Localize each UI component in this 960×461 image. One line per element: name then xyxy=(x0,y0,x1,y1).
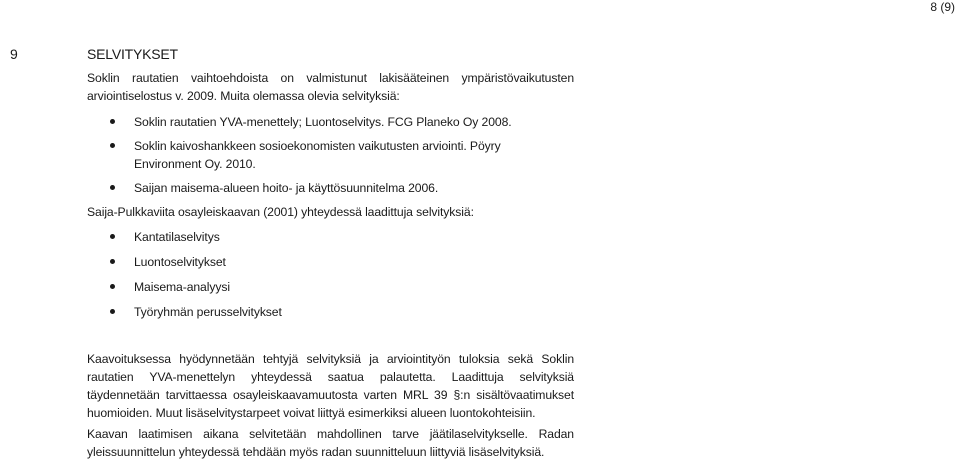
usage-line: rautatien YVA-menettelyn yhteydessä saatua palautetta. Laadittuja selvityksiä xyxy=(87,370,574,384)
section-title: SELVITYKSET xyxy=(87,46,178,62)
usage-line: huomioiden. Muut lisäselvitystarpeet voivat liittyä esimerkiksi alueen luontokohteisiin. xyxy=(87,406,536,420)
intro-line: Soklin rautatien vaihtoehdoista on valmistunut lakisääteinen ympäristövaikutusten xyxy=(87,71,574,85)
list-item-text: Soklin rautatien YVA-menettely; Luontoselvitys. FCG Planeko Oy 2008. xyxy=(134,115,512,129)
section-number: 9 xyxy=(10,46,18,62)
bullet-icon xyxy=(110,234,115,239)
intro-paragraph xyxy=(87,69,574,105)
usage-line: täydennetään tarvittaessa osayleiskaavamuutosta varten MRL 39 §:n sisältövaatimukset xyxy=(87,388,574,402)
usage-line: Kaavoituksessa hyödynnetään tehtyjä selvityksiä ja arviointityön tuloksia sekä Soklin xyxy=(87,352,574,366)
pulkkaviita-intro xyxy=(87,203,607,221)
intro-line: arviointiselostus v. 2009. Muita olemassa olevia selvityksiä: xyxy=(87,89,400,103)
final-line: yleissuunnittelun yhteydessä tehdään myös radan suunnitteluun liittyviä lisäselvityksiä. xyxy=(87,445,545,459)
bullet-icon xyxy=(110,143,115,148)
usage-paragraph xyxy=(87,350,574,422)
list-item-text: Environment Oy. 2010. xyxy=(134,157,256,171)
list-item-text: Työryhmän perusselvitykset xyxy=(134,305,282,319)
bullet-icon xyxy=(110,309,115,314)
bullet-icon xyxy=(110,284,115,289)
bullet-icon xyxy=(110,259,115,264)
list-item-text: Kantatilaselvitys xyxy=(134,230,220,244)
page-number: 8 (9) xyxy=(930,0,955,14)
list-item-text: Maisema-analyysi xyxy=(134,280,230,294)
bullet-icon xyxy=(110,119,115,124)
bullet-icon xyxy=(110,185,115,190)
list-item-text: Luontoselvitykset xyxy=(134,255,226,269)
final-line: Kaavan laatimisen aikana selvitetään mahdollinen tarve jäätilaselvitykselle. Radan xyxy=(87,427,574,441)
list-item-text: Soklin kaivoshankkeen sosioekonomisten vaikutusten arviointi. Pöyry xyxy=(134,139,501,153)
list-item-text: Saijan maisema-alueen hoito- ja käyttösuunnitelma 2006. xyxy=(134,181,439,195)
pulkkaviita-intro-text: Saija-Pulkkaviita osayleiskaavan (2001) yhteydessä laadittuja selvityksiä: xyxy=(87,205,474,219)
